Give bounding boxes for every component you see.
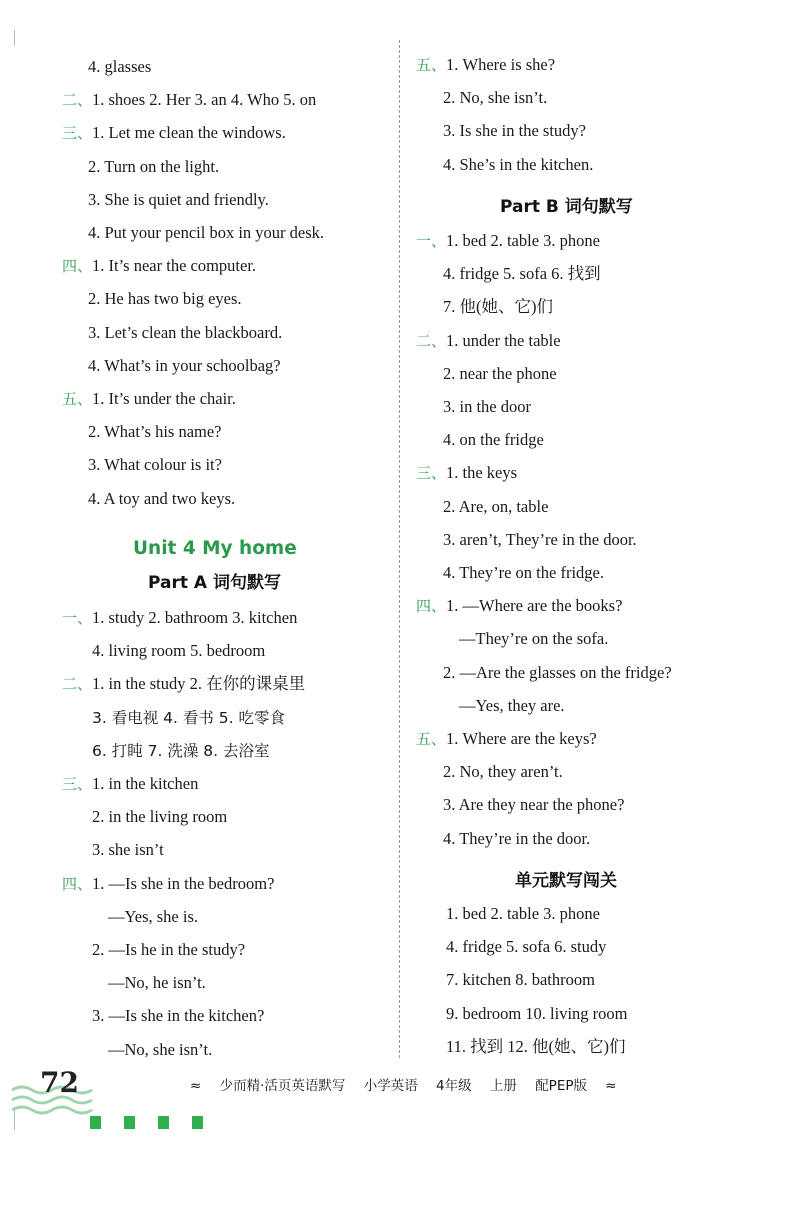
part-b-text: 2. Are, on, table [443,496,549,516]
part-b-line [459,695,565,717]
section-number-marker: 五、 [62,390,93,408]
answer-line [88,355,281,377]
part-a-text: 6. 打盹 7. 洗澡 8. 去浴室 [92,741,270,760]
part-b-line [443,363,557,385]
part-a-line [92,1005,264,1027]
section-number-marker: 一、 [416,232,447,250]
part-a-line [92,640,265,662]
review-line [446,903,600,925]
part-b-line [443,263,601,285]
part-a-text: 2. in the living room [92,807,228,827]
answer-text: 4. glasses [88,57,152,76]
section-number-marker: 三、 [62,775,93,793]
part-b-text: 3. aren’t, They’re in the door. [443,529,637,549]
square-marker [192,1116,203,1129]
part-b-text: 1. Where are the keys? [446,729,597,748]
answer-line [62,255,256,277]
answer-text: 1. It’s near the computer. [92,256,257,276]
part-b-text: 1. —Where are the books? [446,596,623,616]
answer-line [443,154,593,176]
section-number-marker: 五、 [416,730,447,748]
part-b-line [443,662,672,684]
part-b-text: 7. 他(她、它)们 [443,297,553,317]
part-b-line [443,429,544,451]
page-footer [0,1060,800,1140]
part-a-text: —No, she isn’t. [108,1039,213,1059]
answer-text: 4. She’s in the kitchen. [443,154,594,174]
section-number-marker: 四、 [416,597,447,616]
progress-squares [90,1116,226,1134]
answer-line [88,322,282,344]
subject-label: 小学英语 [363,1078,418,1094]
answer-text: 2. He has two big eyes. [88,289,242,309]
review-text: 4. fridge 5. sofa 6. study [446,937,607,957]
answer-line [88,454,222,476]
part-b-text: 4. on the fridge [443,430,544,450]
part-a-text: —No, he isn’t. [108,973,206,993]
answer-line [443,87,547,109]
answer-text: 4. Put your pencil box in your desk. [88,223,325,242]
left-margin-line [14,30,15,46]
part-b-line [443,296,553,318]
part-b-text: 1. bed 2. table 3. phone [446,231,600,250]
part-b-line [416,595,622,617]
part-a-text: 3. she isn’t [92,840,164,860]
answer-text: 3. What colour is it? [88,455,222,475]
section-number-marker: 五、 [416,56,447,74]
part-b-text: 2. No, they aren’t. [443,762,563,782]
part-a-line [108,972,206,994]
part-b-line [416,330,561,352]
part-a-line [92,806,227,828]
part-b-line [459,628,608,650]
answer-text: 4. What’s in your schoolbag? [88,355,281,375]
answer-line [88,488,235,510]
answer-text: 2. No, she isn’t. [443,88,548,108]
wave-right-icon: ≈ [605,1078,617,1094]
answer-line [62,89,316,111]
part-a-line [92,740,270,762]
part-a-line [92,939,245,961]
answer-line [88,288,242,310]
part-a-line [92,707,285,729]
square-marker [158,1116,169,1129]
square-marker [90,1116,101,1129]
edition-label: 配PEP版 [535,1078,587,1094]
answer-text: 3. Let’s clean the blackboard. [88,322,283,342]
answer-text: 1. Let me clean the windows. [92,123,286,143]
part-b-text: 4. They’re in the door. [443,828,591,848]
grade-label: 4年级 [436,1078,472,1094]
part-b-text: 2. near the phone [443,363,557,383]
part-a-line [62,773,198,795]
page-number: 72 [40,1066,79,1099]
part-b-line [416,728,597,750]
part-a-text: 1. —Is she in the bedroom? [92,873,275,893]
part-b-line [443,396,531,418]
part-b-text: 4. They’re on the fridge. [443,563,604,582]
part-a-text: 1. in the kitchen [92,774,199,793]
answer-text: 1. Where is she? [446,55,556,74]
part-a-text: 1. study 2. bathroom 3. kitchen [92,608,298,627]
answer-text: 4. A toy and two keys. [88,488,236,508]
part-b-text: 3. in the door [443,397,531,416]
section-number-marker: 二、 [62,675,93,694]
answer-text: 2. What’s his name? [88,422,222,442]
answer-line [88,421,222,443]
answer-text: 3. Is she in the study? [443,121,586,141]
part-b-line [416,230,600,252]
part-b-line [443,529,637,551]
part-a-line [92,839,164,861]
review-text: 1. bed 2. table 3. phone [446,904,600,923]
answer-line [88,156,219,178]
section-number-marker: 二、 [416,331,447,350]
part-a-text: 3. 看电视 4. 看书 5. 吃零食 [92,708,286,727]
footer-book-info [190,1074,631,1094]
review-line [446,1003,627,1025]
section-number-marker: 二、 [62,91,93,110]
part-a-text: 1. in the study 2. 在你的课桌里 [92,674,306,694]
wave-left-icon: ≈ [190,1078,202,1094]
part-a-text: 3. —Is she in the kitchen? [92,1006,265,1026]
review-line [446,969,595,991]
part-b-text: —Yes, they are. [459,695,565,715]
section-number-marker: 三、 [416,464,447,483]
part-a-heading: Part A 词句默写 [148,573,281,593]
answer-line [62,122,286,144]
review-text: 9. bedroom 10. living room [446,1003,628,1023]
part-a-line [108,906,198,928]
part-b-text: 3. Are they near the phone? [443,795,625,815]
part-b-text: 4. fridge 5. sofa 6. 找到 [443,264,601,284]
review-line [446,1036,626,1058]
part-b-text: 1. under the table [446,330,561,350]
square-marker [124,1116,135,1129]
answer-line [88,56,151,78]
part-a-line [62,673,305,695]
answer-line [62,388,236,410]
answer-text: 1. shoes 2. Her 3. an 4. Who 5. on [92,90,317,110]
review-text: 11. 找到 12. 他(她、它)们 [446,1036,626,1056]
part-b-line [443,828,590,850]
term-label: 上册 [489,1078,517,1094]
answer-line [443,120,586,142]
part-b-line [443,496,548,518]
unit-title: Unit 4 My home [133,538,297,559]
answer-line [88,222,324,244]
answer-text: 1. It’s under the chair. [92,389,236,408]
answer-text: 3. She is quiet and friendly. [88,189,269,209]
section-number-marker: 一、 [62,609,93,627]
column-divider [399,40,400,1058]
book-name: 少而精·活页英语默写 [219,1078,346,1094]
part-a-text: 4. living room 5. bedroom [92,641,266,661]
section-number-marker: 四、 [62,874,93,893]
part-b-text: 1. the keys [446,463,518,483]
part-b-text: 2. —Are the glasses on the fridge? [443,662,672,682]
review-text: 7. kitchen 8. bathroom [446,970,595,990]
answer-line [416,54,555,76]
review-line [446,936,606,958]
part-a-line [108,1039,212,1061]
section-number-marker: 三、 [62,124,93,143]
part-b-text: —They’re on the sofa. [459,629,609,649]
part-a-line [62,873,274,895]
part-a-text: —Yes, she is. [108,906,199,926]
part-b-line [443,562,604,584]
part-b-heading: Part B 词句默写 [500,197,633,217]
unit-review-heading: 单元默写闯关 [515,871,617,891]
part-b-line [416,462,517,484]
answer-line [88,189,269,211]
part-b-line [443,794,624,816]
part-a-text: 2. —Is he in the study? [92,940,246,959]
answer-text: 2. Turn on the light. [88,156,220,176]
section-number-marker: 四、 [62,257,93,276]
part-a-line [62,607,297,629]
part-b-line [443,761,563,783]
